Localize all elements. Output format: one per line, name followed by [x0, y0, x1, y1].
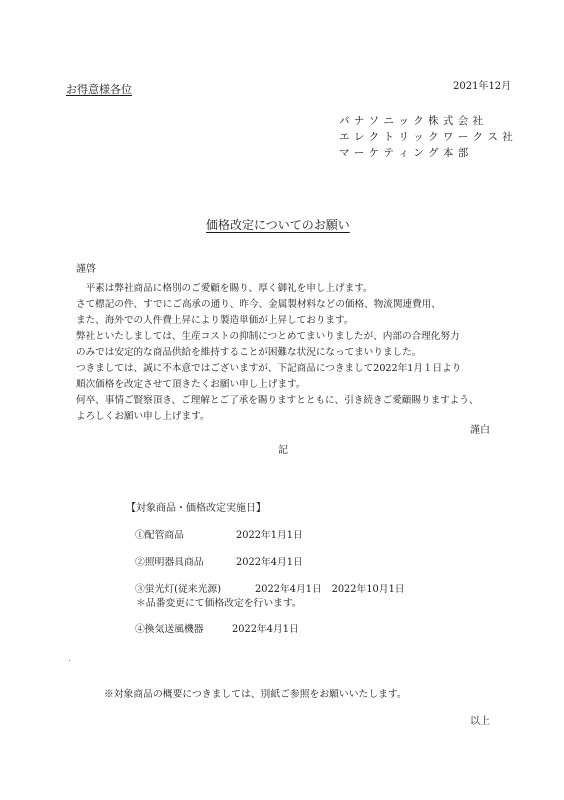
body-line: さて標記の件、すでにご高承の通り、昨今、金属製材料などの価格、物流関連費用、 — [76, 299, 441, 310]
opening-greeting: 謹啓 — [76, 264, 96, 275]
letter-body — [76, 281, 516, 425]
end-marker: 以上 — [470, 716, 490, 727]
addressee: お得意様各位 — [66, 83, 132, 96]
footnote: ※対象商品の概要につきましては、別紙ご参照をお願いいたします。 — [104, 689, 407, 700]
sender-division: エ レ ク ト リ ッ ク ワ ー ク ス 社 — [339, 131, 514, 143]
document-date: 2021年12月 — [453, 81, 512, 92]
product-item — [135, 557, 303, 568]
product-name: ③蛍光灯(従来光源) — [135, 584, 222, 595]
body-line: また、海外での人件費上昇により製造単価が上昇しております。 — [76, 315, 354, 326]
product-name: ②照明器具商品 — [135, 557, 204, 568]
body-line: 平素は弊社商品に格別のご愛顧を賜り、厚く御礼を申し上げます。 — [76, 283, 373, 294]
revision-date: 2022年4月1日 2022年10月1日 — [255, 584, 405, 595]
product-item — [135, 530, 303, 541]
closing-phrase: 謹白 — [470, 425, 490, 436]
product-item — [135, 584, 405, 595]
scan-speck — [69, 660, 70, 661]
revision-date: 2022年1月1日 — [236, 530, 303, 541]
product-name: ④換気送風機器 — [135, 624, 204, 635]
target-products-heading: 【対象商品・価格改定実施日】 — [126, 503, 266, 514]
body-line: つきましては、誠に不本意ではございますが、下記商品につきまして2022年1月１日より — [76, 363, 462, 374]
body-line: よろしくお願い申し上げます。 — [76, 411, 210, 422]
revision-date: 2022年4月1日 — [236, 557, 303, 568]
ki-marker: 記 — [278, 445, 288, 456]
product-note: ＊品番変更にて価格改定を行います。 — [136, 598, 302, 609]
product-item — [135, 624, 299, 635]
sender-department: マ ー ケ テ ィ ン グ 本 部 — [339, 147, 469, 159]
body-line: 何卒、事情ご賢察頂き、ご理解とご了承を賜りますとともに、引き続きご愛顧賜りますよう、 — [76, 395, 479, 406]
revision-date: 2022年4月1日 — [232, 624, 299, 635]
document-title: 価格改定についてのお願い — [206, 218, 350, 232]
sender-company: パ ナ ソ ニ ッ ク 株 式 会 社 — [339, 115, 484, 127]
body-line: 弊社といたしましては、生産コストの抑制につとめてまいりましたが、内部の合理化努力 — [76, 331, 460, 342]
body-line: 順次価格を改定させて頂きたくお願い申し上げます。 — [76, 379, 306, 390]
body-line: のみでは安定的な商品供給を維持することが困難な状況になってまいりました。 — [76, 347, 422, 358]
product-name: ①配管商品 — [135, 530, 184, 541]
